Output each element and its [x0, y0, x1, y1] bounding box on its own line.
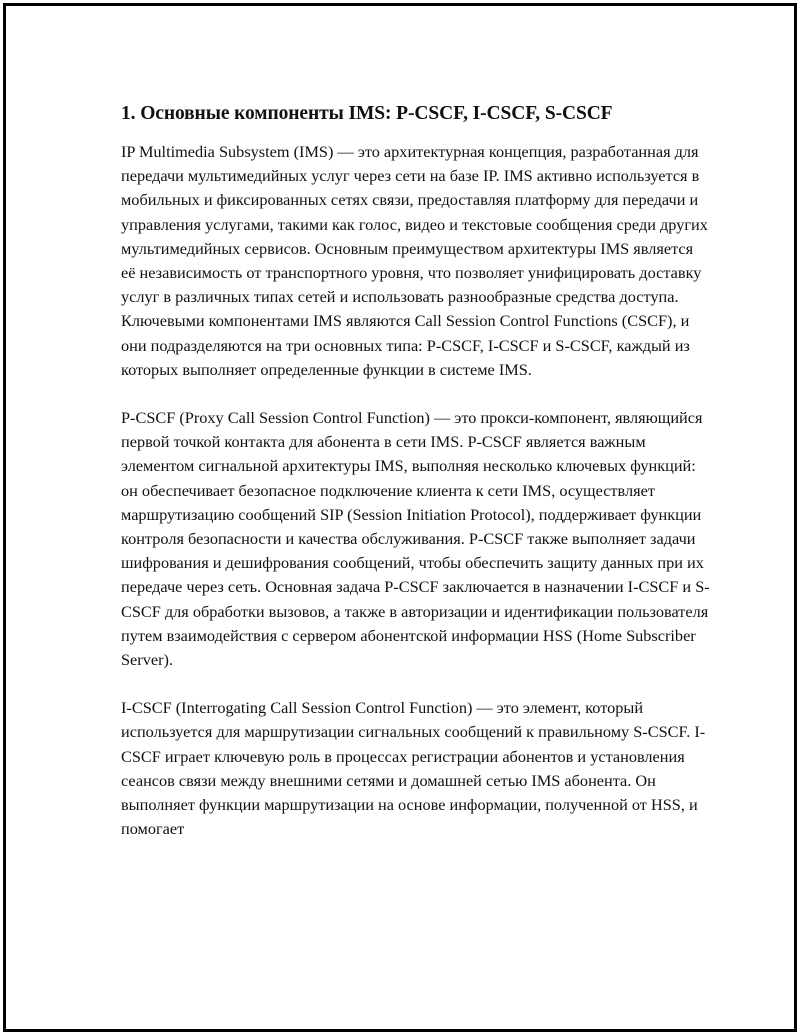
document-body [121, 102, 711, 865]
paragraph-ims-intro: IP Multimedia Subsystem (IMS) — это архитектурная концепция, разработанная для передачи мультимедийных услуг через сети на базе IP. IMS активно используется в мобильных и фиксированных сетях связи, предоставляя платформу для передачи и управления услугами, такими как голос, видео и текстовые сообщения среди других мультимедийных сервисов. Основным преимуществом архитектуры IMS является её независимость от транспортного уровня, что позволяет унифицировать доставку услуг в различных типах сетей и использовать разнообразные средства доступа. Ключевыми компонентами IMS являются Call Session Control Functions (CSCF), и они подразделяются на три основных типа: P-CSCF, I-CSCF и S-CSCF, каждый из которых выполняет определенные функции в системе IMS. [121, 142, 708, 379]
paragraph-i-cscf: I-CSCF (Interrogating Call Session Control Function) — это элемент, который используется для маршрутизации сигнальных сообщений к правильному S-CSCF. I-CSCF играет ключевую роль в процессах регистрации абонентов и установления сеансов связи между внешними сетями и домашней сетью IMS абонента. Он выполняет функции маршрутизации на основе информации, полученной от HSS, и помогает [121, 698, 706, 839]
page-frame [3, 3, 797, 1032]
paragraph-p-cscf: P-CSCF (Proxy Call Session Control Function) — это прокси-компонент, являющийся первой точкой контакта для абонента в сети IMS. P-CSCF является важным элементом сигнальной архитектуры IMS, выполняя несколько ключевых функций: он обеспечивает безопасное подключение клиента к сети IMS, осуществляет маршрутизацию сообщений SIP (Session Initiation Protocol), поддерживает функции контроля безопасности и качества обслуживания. P-CSCF также выполняет задачи шифрования и дешифрования сообщений, чтобы обеспечить защиту данных при их передаче через сеть. Основная задача P-CSCF заключается в назначении I-CSCF и S-CSCF для обработки вызовов, а также в авторизации и идентификации пользователя путем взаимодействия с сервером абонентской информации HSS (Home Subscriber Server). [121, 408, 710, 670]
section-heading: 1. Основные компоненты IMS: P-CSCF, I-CSCF, S-CSCF [121, 103, 613, 124]
